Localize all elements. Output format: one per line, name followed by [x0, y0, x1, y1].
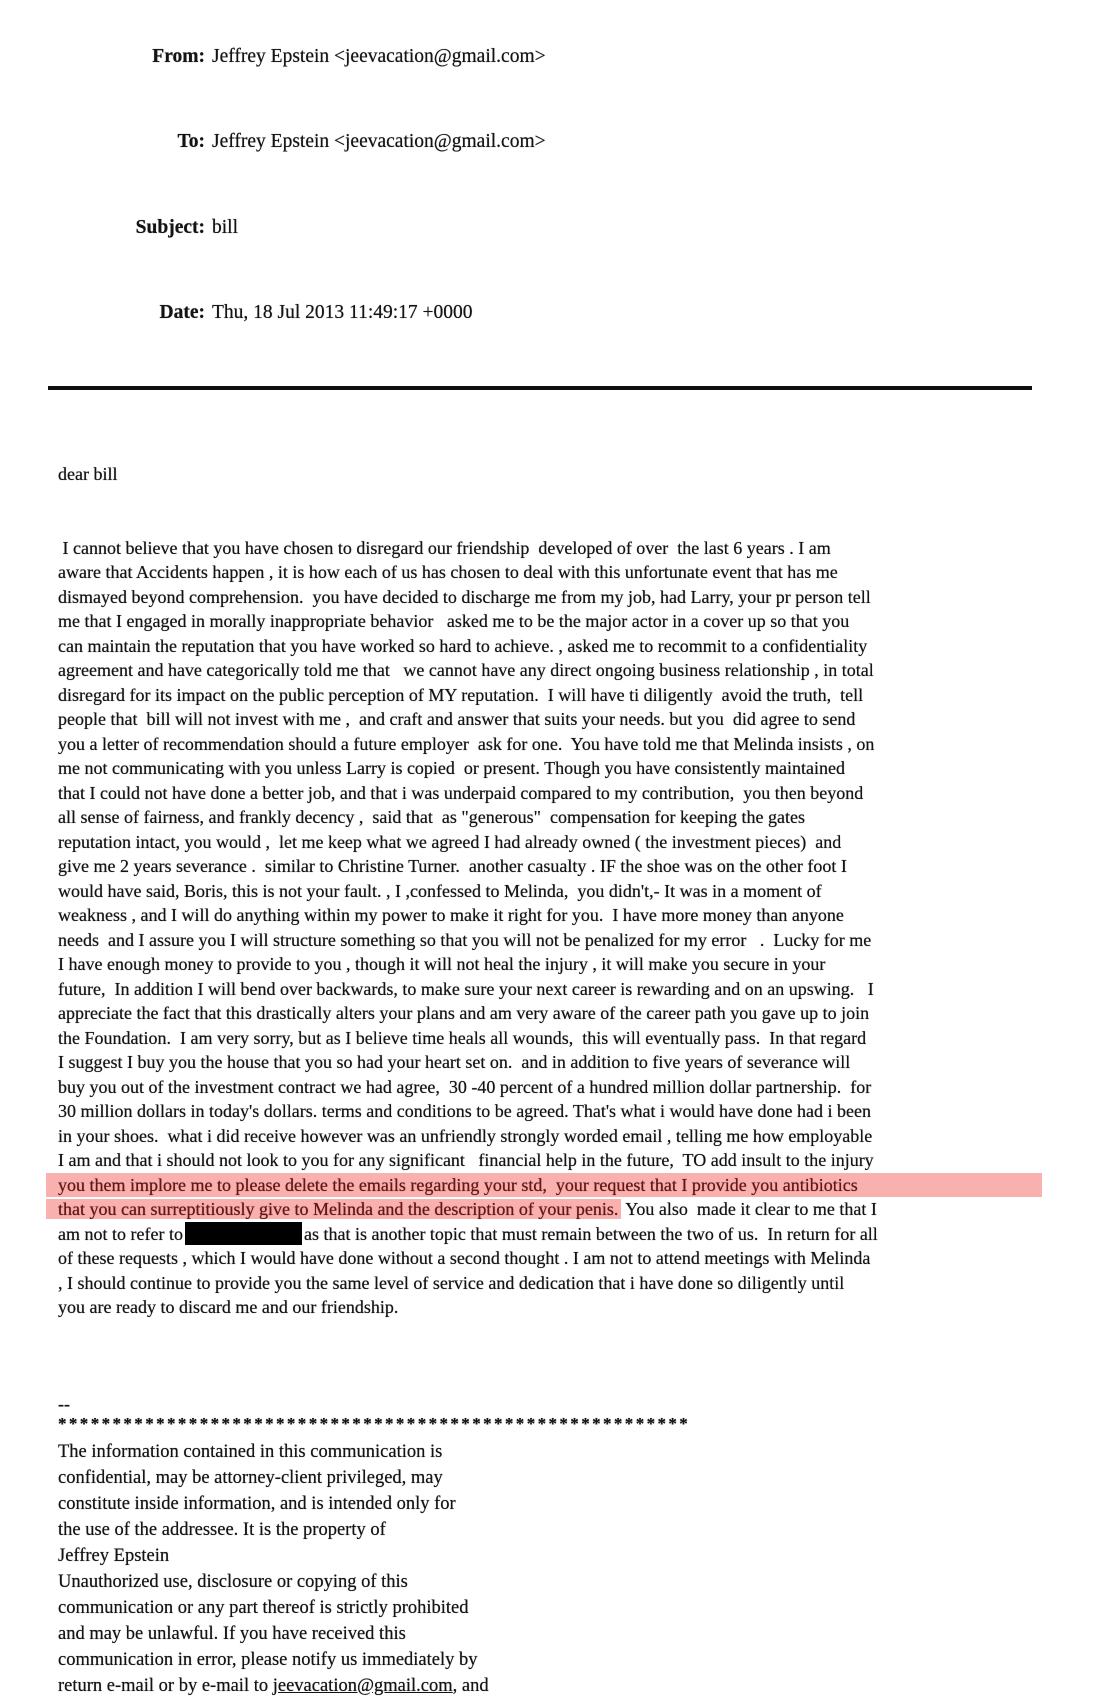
body-line: [58, 830, 1042, 855]
body-line: [58, 634, 1042, 659]
body-line: [58, 903, 1042, 928]
text-segment: the use of the addressee. It is the property of: [58, 1519, 386, 1540]
text-segment: future, In addition I will bend over backwards, to make sure your next career is rewarding and on an upswing. I: [58, 978, 874, 999]
asterisk-divider: **********************************************************: [58, 1413, 691, 1433]
highlighted-line: [46, 1173, 1042, 1198]
text-segment: buy you out of the investment contract we had agree, 30 -40 percent of a hundred million dollar partnership. for: [58, 1076, 872, 1097]
text-segment: 30 million dollars in today's dollars. terms and conditions to be agreed. That's what i would have done had i been: [58, 1101, 871, 1121]
body-line: [58, 1001, 1042, 1026]
text-segment: disregard for its impact on the public perception of MY reputation. I will have ti diligently avoid the truth, tell: [58, 684, 864, 705]
text-segment: am not to refer to: [58, 1223, 183, 1244]
text-segment: , I should continue to provide you the same level of service and dedication that i have done so diligently until: [58, 1272, 845, 1293]
text-segment: appreciate the fact that this drastically alters your plans and am very aware of the career path you gave up to join: [58, 1003, 870, 1023]
to-value: Jeffrey Epstein <jeevacation@gmail.com>: [212, 131, 546, 152]
header-row-date: [58, 271, 1042, 357]
body-line: [58, 854, 1042, 879]
body-line: [58, 1295, 1042, 1320]
body-line: [58, 1271, 1042, 1296]
header-row-to: [58, 100, 1042, 186]
subject-value: bill: [212, 216, 239, 238]
text-segment: communication in error, please notify us immediately by: [58, 1649, 478, 1670]
header-row-subject: [58, 185, 1042, 271]
text-segment: I am and that i should not look to you for any significant financial help in the future, TO add insult to the injury: [58, 1150, 874, 1170]
text-segment: constitute inside information, and is intended only for: [58, 1493, 456, 1514]
date-label: Date:: [159, 302, 205, 323]
text-segment: me not communicating with you unless Larry is copied or present. Though you have consistently maintained: [58, 758, 846, 778]
text-segment: aware that Accidents happen , it is how each of us has chosen to deal with this unfortunate event that has me: [58, 562, 838, 582]
text-segment: in your shoes. what i did receive however was an unfriendly strongly worded email , telling me how employable: [58, 1125, 873, 1146]
body-paragraph: [58, 536, 1042, 1320]
text-segment: people that bill will not invest with me , and craft and answer that suits your needs. but you did agree to send: [58, 709, 856, 729]
text-segment: Unauthorized use, disclosure or copying of this: [58, 1571, 408, 1592]
subject-label: Subject:: [135, 216, 205, 238]
email-body: [58, 413, 1042, 1369]
text-segment: of these requests , which I would have done without a second thought . I am not to attend meetings with Melinda: [58, 1248, 871, 1268]
header-row-from: [58, 14, 1042, 100]
signature-delimiter: --: [58, 1393, 70, 1414]
text-segment: can maintain the reputation that you have worked so hard to achieve. , asked me to recommit to a confidentiality: [58, 635, 868, 656]
body-line: [58, 1222, 1042, 1247]
text-segment: you a letter of recommendation should a future employer ask for one. You have told me that Melinda insists , on: [58, 733, 875, 754]
from-label: From:: [152, 45, 205, 67]
disclaimer-line: [58, 1673, 1042, 1699]
text-segment: Jeffrey Epstein: [58, 1545, 170, 1566]
disclaimer-line: [58, 1439, 1042, 1465]
text-segment: all sense of fairness, and frankly decency , said that as "generous" compensation for keeping the gates: [58, 807, 805, 827]
text-segment: You also made it clear to me that I: [621, 1199, 877, 1219]
disclaimer-line: [58, 1543, 1042, 1569]
signature-block: [58, 1393, 1042, 1699]
text-segment: The information contained in this communication is: [58, 1441, 443, 1462]
text-segment: and may be unlawful. If you have received this: [58, 1623, 406, 1644]
body-line: [58, 879, 1042, 904]
text-segment: reputation intact, you would , let me keep what we agreed I had already owned ( the investment pieces) and: [58, 831, 842, 852]
body-line: [58, 1246, 1042, 1271]
body-line: [58, 805, 1042, 830]
disclaimer-line: [58, 1491, 1042, 1517]
text-segment: that I could not have done a better job, and that i was underpaid compared to my contribution, you then beyond: [58, 782, 864, 803]
to-label: To:: [177, 131, 205, 152]
email-link[interactable]: jeevacation@gmail.com: [272, 1675, 453, 1696]
body-line: [58, 781, 1042, 806]
text-segment: would have said, Boris, this is not your fault. , I ,confessed to Melinda, you didn't,- It was in a moment of: [58, 880, 822, 901]
confidentiality-disclaimer: [58, 1439, 1042, 1699]
body-line: [58, 928, 1042, 953]
text-segment: confidential, may be attorney-client privileged, may: [58, 1467, 443, 1488]
text-segment: weakness , and I will do anything within my power to make it right for you. I have more money than anyone: [58, 905, 844, 925]
disclaimer-line: [58, 1569, 1042, 1595]
text-segment: give me 2 years severance . similar to Christine Turner. another casualty . IF the shoe was on the other foot I: [58, 856, 847, 876]
text-segment: I have enough money to provide to you , though it will not heal the injury , it will make you secure in your: [58, 954, 826, 974]
from-value: Jeffrey Epstein <jeevacation@gmail.com>: [212, 45, 546, 67]
header-divider: [48, 386, 1032, 390]
body-line: [58, 732, 1042, 757]
disclaimer-line: [58, 1517, 1042, 1543]
body-line: [58, 1124, 1042, 1149]
text-segment: as that is another topic that must remain between the two of us. In return for all: [303, 1223, 878, 1244]
disclaimer-line: [58, 1465, 1042, 1491]
body-line: [58, 707, 1042, 732]
text-segment: return e-mail or by e-mail to: [58, 1675, 273, 1696]
salutation: dear bill: [58, 464, 118, 484]
text-segment: me that I engaged in morally inappropriate behavior asked me to be the major actor in a cover up so that you: [58, 611, 850, 631]
text-segment: you them implore me to please delete the emails regarding your std, your request that I provide you antibiotics: [58, 1174, 858, 1195]
disclaimer-line: [58, 1621, 1042, 1647]
text-segment: agreement and have categorically told me that we cannot have any direct ongoing business relationship , in total: [58, 660, 874, 680]
body-line: [58, 1050, 1042, 1075]
body-line: [58, 585, 1042, 610]
text-segment: I cannot believe that you have chosen to disregard our friendship developed of over the last 6 years . I am: [58, 537, 831, 558]
text-segment: needs and I assure you I will structure something so that you will not be penalized for my error . Lucky for me: [58, 929, 872, 950]
text-segment: you are ready to discard me and our friendship.: [58, 1297, 399, 1317]
body-line: [58, 1099, 1042, 1124]
body-line: [58, 1197, 1042, 1222]
body-line: [58, 952, 1042, 977]
body-line: [58, 658, 1042, 683]
redaction-box: [185, 1222, 302, 1245]
body-line: [58, 1026, 1042, 1051]
email-header: [58, 14, 1042, 356]
body-line: [58, 977, 1042, 1002]
text-segment: I suggest I buy you the house that you so had your heart set on. and in addition to five years of severance will: [58, 1052, 851, 1072]
text-segment: communication or any part thereof is strictly prohibited: [58, 1597, 469, 1618]
disclaimer-line: [58, 1647, 1042, 1673]
body-line: [58, 560, 1042, 585]
disclaimer-line: [58, 1595, 1042, 1621]
text-segment: dismayed beyond comprehension. you have decided to discharge me from my job, had Larry, your pr person tell: [58, 586, 871, 607]
text-segment: the Foundation. I am very sorry, but as I believe time heals all wounds, this will eventually pass. In that regard: [58, 1027, 867, 1048]
body-line: [58, 756, 1042, 781]
body-line: [58, 609, 1042, 634]
text-segment: , and: [452, 1675, 489, 1696]
body-line: [58, 536, 1042, 561]
date-value: Thu, 18 Jul 2013 11:49:17 +0000: [212, 302, 473, 323]
body-line: [58, 683, 1042, 708]
body-line: [58, 1148, 1042, 1173]
body-line: [58, 1075, 1042, 1100]
highlighted-text: that you can surreptitiously give to Melinda and the description of your penis.: [46, 1199, 621, 1219]
